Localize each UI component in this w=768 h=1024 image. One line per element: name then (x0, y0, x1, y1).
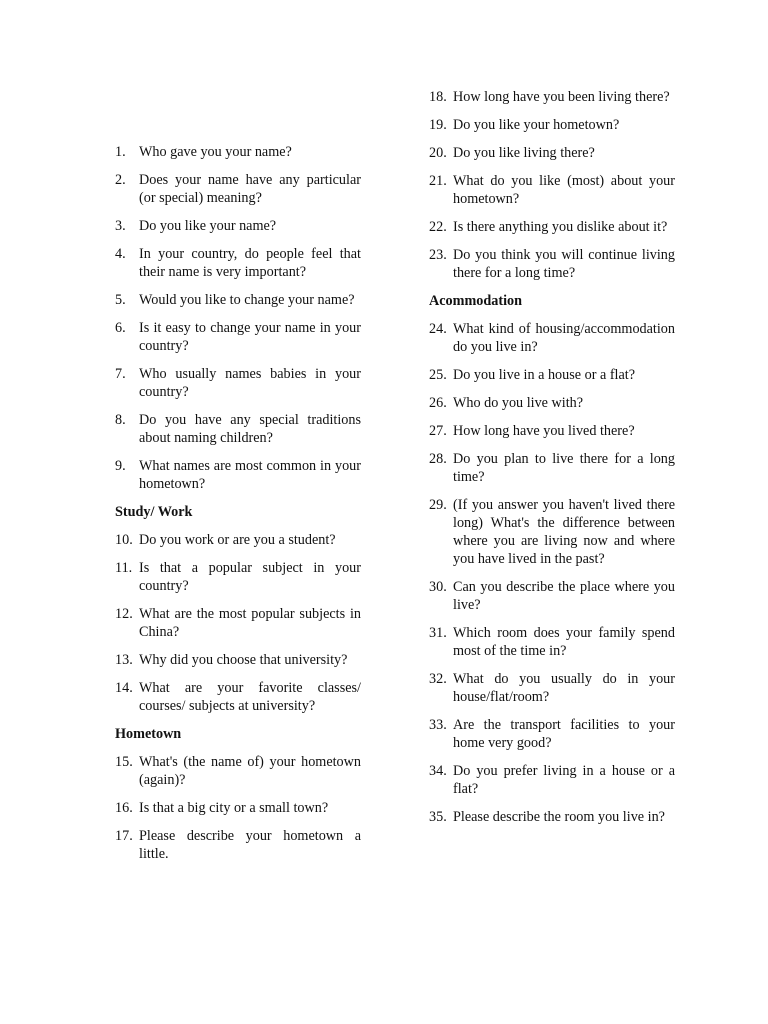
question-text: Do you like your hometown? (453, 117, 620, 133)
question-number: 7. (115, 366, 126, 382)
question-number: 24. (429, 321, 447, 337)
question-text: In your country, do people feel that their name is very important? (139, 246, 361, 280)
question-item (115, 827, 361, 863)
question-item (115, 753, 361, 789)
question-item (429, 450, 675, 486)
question-text: What kind of housing/accommodation do you live in? (453, 321, 675, 355)
question-number: 30. (429, 579, 447, 595)
question-text: Do you think you will continue living there for a long time? (453, 247, 675, 281)
question-item (429, 88, 675, 106)
question-text: Is that a big city or a small town? (139, 800, 329, 816)
question-text: Does your name have any particular (or special) meaning? (139, 172, 361, 206)
question-item (429, 172, 675, 208)
question-text: Do you have any special traditions about naming children? (139, 412, 361, 446)
question-item (115, 291, 361, 309)
question-text: Are the transport facilities to your home very good? (453, 717, 675, 751)
question-text: Is that a popular subject in your country? (139, 560, 361, 594)
question-item (429, 496, 675, 568)
question-text: Why did you choose that university? (139, 652, 348, 668)
question-item (429, 246, 675, 282)
question-number: 17. (115, 828, 133, 844)
question-item (429, 422, 675, 440)
question-number: 35. (429, 809, 447, 825)
question-item (429, 762, 675, 798)
question-text: What's (the name of) your hometown (again)? (139, 754, 361, 788)
question-number: 15. (115, 754, 133, 770)
question-text: Who usually names babies in your country? (139, 366, 361, 400)
question-item (115, 319, 361, 355)
question-number: 5. (115, 292, 126, 308)
question-number: 33. (429, 717, 447, 733)
question-item (115, 217, 361, 235)
question-number: 2. (115, 172, 126, 188)
question-item (115, 171, 361, 207)
question-text: Can you describe the place where you live? (453, 579, 675, 613)
left-column (115, 143, 361, 873)
question-item (429, 366, 675, 384)
question-text: What names are most common in your hometown? (139, 458, 361, 492)
question-item (429, 144, 675, 162)
question-number: 34. (429, 763, 447, 779)
question-item (429, 218, 675, 236)
question-text: Do you prefer living in a house or a flat? (453, 763, 675, 797)
right-column (429, 88, 675, 836)
question-text: Do you like living there? (453, 145, 595, 161)
question-number: 28. (429, 451, 447, 467)
question-item (115, 531, 361, 549)
question-number: 16. (115, 800, 133, 816)
question-number: 22. (429, 219, 447, 235)
question-text: How long have you been living there? (453, 89, 670, 105)
question-number: 9. (115, 458, 126, 474)
question-text: What do you usually do in your house/flat/room? (453, 671, 675, 705)
question-item (115, 365, 361, 401)
question-item (115, 143, 361, 161)
question-item (115, 651, 361, 669)
question-number: 25. (429, 367, 447, 383)
question-text: Do you plan to live there for a long time? (453, 451, 675, 485)
question-text: Would you like to change your name? (139, 292, 355, 308)
question-item (429, 624, 675, 660)
question-number: 23. (429, 247, 447, 263)
question-text: Which room does your family spend most of the time in? (453, 625, 675, 659)
question-item (429, 670, 675, 706)
question-number: 19. (429, 117, 447, 133)
question-item (115, 679, 361, 715)
question-item (115, 457, 361, 493)
question-number: 20. (429, 145, 447, 161)
question-text: Is it easy to change your name in your country? (139, 320, 361, 354)
question-text: What are the most popular subjects in China? (139, 606, 361, 640)
question-item (429, 394, 675, 412)
section-heading: Acommodation (429, 293, 523, 309)
question-text: Do you live in a house or a flat? (453, 367, 636, 383)
question-number: 10. (115, 532, 133, 548)
question-number: 31. (429, 625, 447, 641)
question-number: 32. (429, 671, 447, 687)
question-text: Do you work or are you a student? (139, 532, 336, 548)
question-item (115, 605, 361, 641)
question-number: 1. (115, 144, 126, 160)
question-number: 11. (115, 560, 133, 576)
question-number: 14. (115, 680, 133, 696)
question-text: What are your favorite classes/ courses/ subjects at university? (139, 680, 361, 714)
question-text: What do you like (most) about your hometown? (453, 173, 675, 207)
question-number: 13. (115, 652, 133, 668)
question-number: 12. (115, 606, 133, 622)
question-item (115, 799, 361, 817)
question-text: Please describe the room you live in? (453, 809, 665, 825)
question-text: Please describe your hometown a little. (139, 828, 361, 862)
question-number: 3. (115, 218, 126, 234)
question-item (429, 716, 675, 752)
section-heading: Study/ Work (115, 504, 193, 520)
question-text: (If you answer you haven't lived there long) What's the difference between where you are living now and where you have lived in the past? (453, 497, 675, 567)
question-text: How long have you lived there? (453, 423, 635, 439)
question-number: 26. (429, 395, 447, 411)
question-text: Who do you live with? (453, 395, 584, 411)
question-item (429, 320, 675, 356)
question-item (115, 559, 361, 595)
question-text: Do you like your name? (139, 218, 277, 234)
question-number: 29. (429, 497, 447, 513)
question-item (429, 116, 675, 134)
question-number: 6. (115, 320, 126, 336)
question-item (429, 578, 675, 614)
question-text: Who gave you your name? (139, 144, 292, 160)
question-number: 27. (429, 423, 447, 439)
question-item (115, 411, 361, 447)
question-item (115, 245, 361, 281)
question-number: 4. (115, 246, 126, 262)
question-number: 8. (115, 412, 126, 428)
question-text: Is there anything you dislike about it? (453, 219, 668, 235)
section-heading: Hometown (115, 726, 182, 742)
question-number: 18. (429, 89, 447, 105)
question-item (429, 808, 675, 826)
question-number: 21. (429, 173, 447, 189)
